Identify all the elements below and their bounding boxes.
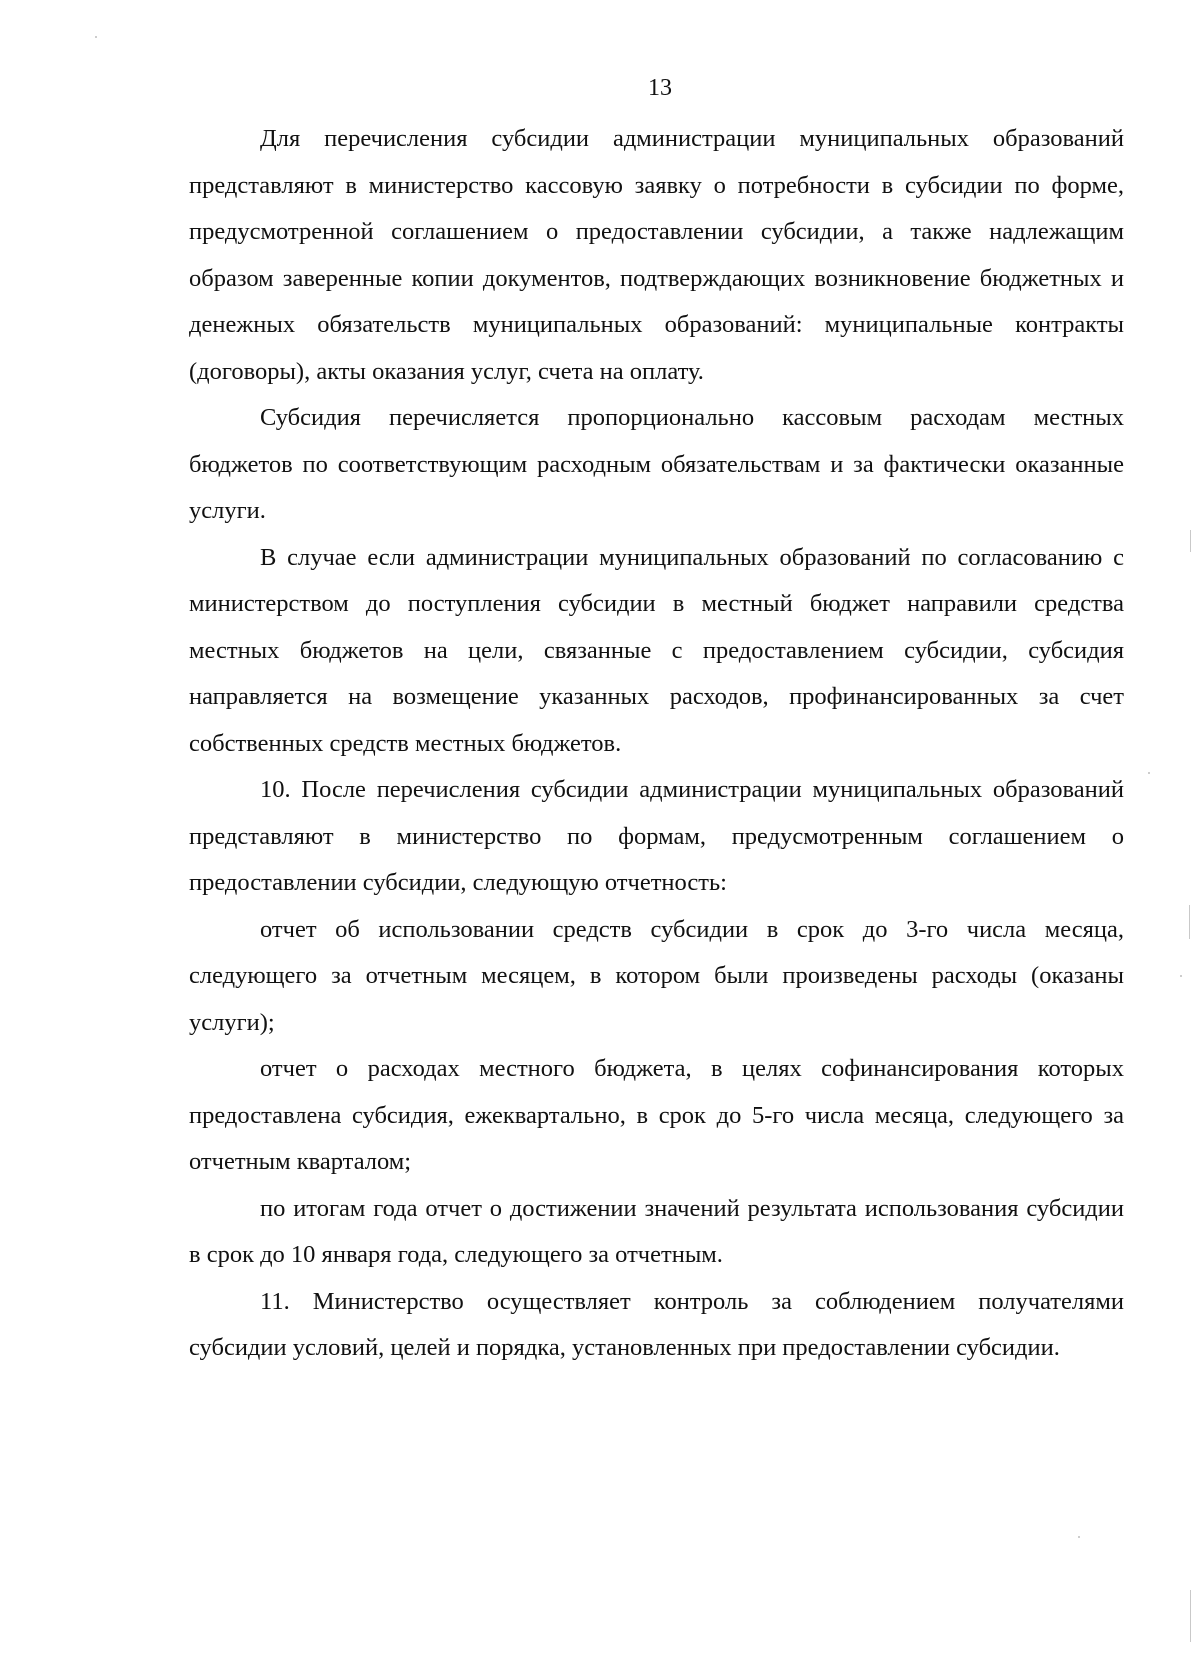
scan-artifact [1189, 905, 1190, 939]
scan-artifact [1078, 1536, 1080, 1538]
paragraph-reporting: 10. После перечисления субсидии администрации муниципальных образований представляют в министерство по формам, предусмотренным соглашением о предоставлении субсидии, следующую отчетность: [189, 776, 1124, 896]
scan-artifact [1190, 530, 1191, 552]
paragraph-subsidy-transfer: Субсидия перечисляется пропорционально кассовым расходам местных бюджетов по соответствующим расходным обязательствам и за фактически оказанные услуги. [189, 404, 1124, 524]
scan-artifact [1148, 772, 1150, 774]
paragraph-monthly-report: отчет об использовании средств субсидии в срок до 3-го числа месяца, следующего за отчетным месяцем, в котором были произведены расходы (оказаны услуги); [189, 915, 1124, 1036]
scan-artifact [1180, 975, 1182, 977]
page-number: 13 [648, 75, 672, 101]
paragraph-subsidy-request: Для перечисления субсидии администрации муниципальных образований представляют в министерство кассовую заявку о потребности в субсидии по форме, предусмотренной соглашением о предоставлении субсидии, а также надлежащим образом заверенные копии документов, подтверждающих возникновение бюджетных и денежных обязательств муниципальных образований: муниципальные контракты (договоры), акты оказания услуг, счета на оплату. [189, 125, 1124, 385]
document-body [189, 116, 1124, 1372]
paragraph-control: 11. Министерство осуществляет контроль за соблюдением получателями субсидии условий, целей и порядка, установленных при предоставлении субсидии. [189, 1287, 1124, 1361]
paragraph-annual-report: по итогам года отчет о достижении значений результата использования субсидии в срок до 10 января года, следующего за отчетным. [189, 1194, 1124, 1268]
scan-artifact [1190, 1590, 1191, 1642]
paragraph-quarterly-report: отчет о расходах местного бюджета, в целях софинансирования которых предоставлена субсидия, ежеквартально, в срок до 5-го числа месяца, следующего за отчетным кварталом; [189, 1055, 1124, 1175]
scan-artifact [95, 36, 97, 38]
paragraph-reimbursement: В случае если администрации муниципальных образований по согласованию с министерством до поступления субсидии в местный бюджет направили средства местных бюджетов на цели, связанные с предоставлением субсидии, субсидия направляется на возмещение указанных расходов, профинансированных за счет собственных средств местных бюджетов. [189, 543, 1124, 757]
